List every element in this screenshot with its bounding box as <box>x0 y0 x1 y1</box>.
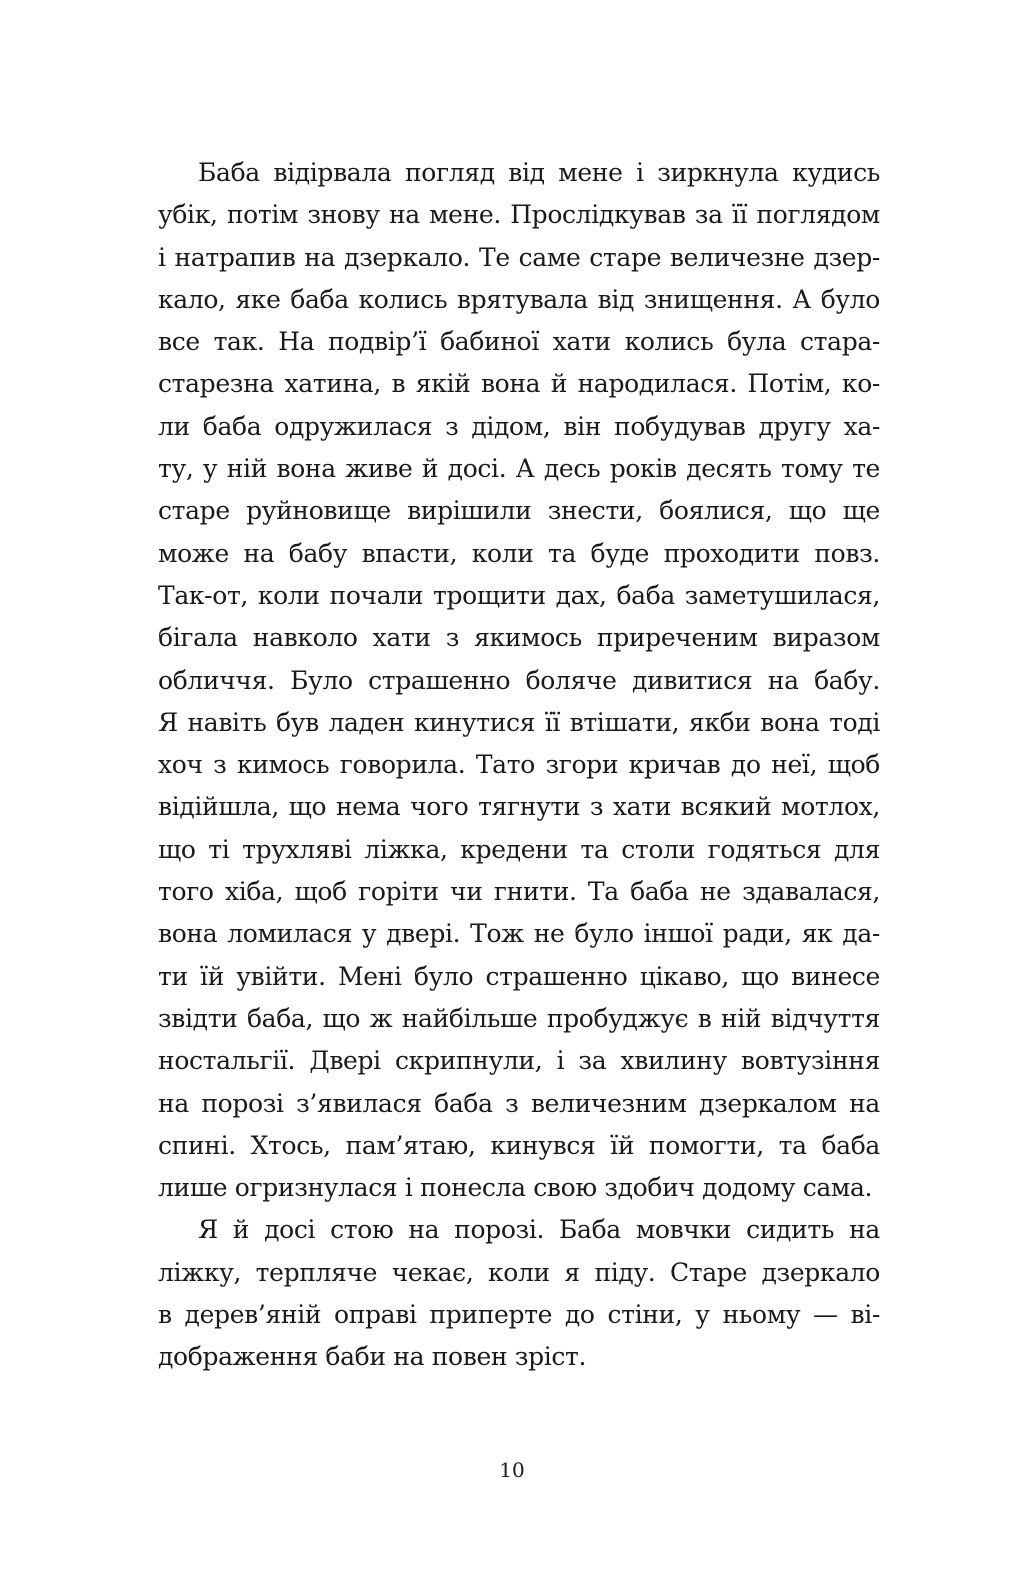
text-line: все так. На подвір’ї бабиної хати колись була стара- <box>158 327 880 357</box>
text-line: відійшла, що нема чого тягнути з хати всякий мотлох, <box>158 792 880 822</box>
text-line: старе руйновище вирішили знести, боялися, що ще <box>158 496 880 526</box>
text-line: що ті трухляві ліжка, кредени та столи годяться для <box>158 834 880 864</box>
paragraph-2 <box>158 1209 880 1378</box>
text-line: ти їй увійти. Мені було страшенно цікаво, що винесе <box>158 961 880 991</box>
text-line: може на бабу впасти, коли та буде проходити повз. <box>158 538 880 568</box>
text-line: Я й досі стою на порозі. Баба мовчки сидить на <box>198 1215 880 1245</box>
text-line: убік, потім знову на мене. Прослідкував за її поглядом <box>158 200 880 230</box>
text-line: вона ломилася у двері. Тож не було іншої ради, як да- <box>158 919 880 949</box>
text-line: кало, яке баба колись врятувала від знищення. А було <box>158 284 880 314</box>
text-line: звідти баба, що ж найбільше пробуджує в ній відчуття <box>158 1003 880 1033</box>
text-line: обличчя. Було страшенно боляче дивитися на бабу. <box>158 665 880 695</box>
text-line: Баба відірвала погляд від мене і зиркнула кудись <box>198 158 880 187</box>
text-line: ту, у ній вона живе й досі. А десь років десять тому те <box>158 454 880 484</box>
text-line: Так-от, коли почали трощити дах, баба заметушилася, <box>158 580 880 610</box>
text-line: Я навіть був ладен кинутися її втішати, якби вона тоді <box>158 707 880 737</box>
text-line: бігала навколо хати з якимось приреченим виразом <box>158 623 880 653</box>
text-line: і натрапив на дзеркало. Те саме старе величезне дзер- <box>158 242 880 272</box>
text-line: лише огризнулася і понесла свою здобич додому сама. <box>158 1173 873 1203</box>
text-line: того хіба, щоб горіти чи гнити. Та баба не здавалася, <box>158 877 880 907</box>
text-line: ли баба одружилася з дідом, він побудував другу ха- <box>158 411 880 441</box>
text-line: на порозі з’явилася баба з величезним дзеркалом на <box>158 1088 880 1118</box>
text-line: в дерев’яній оправі приперте до стіни, у ньому — ві- <box>158 1300 880 1330</box>
page-body <box>158 152 880 1379</box>
text-line: хоч з кимось говорила. Тато згори кричав до неї, щоб <box>158 750 880 780</box>
text-line: ліжку, терпляче чекає, коли я піду. Старе дзеркало <box>158 1257 880 1287</box>
text-line: дображення баби на повен зріст. <box>158 1342 587 1372</box>
paragraph-1 <box>158 152 880 1209</box>
text-line: старезна хатина, в якій вона й народилася. Потім, ко- <box>158 369 880 399</box>
text-line: ностальгії. Двері скрипнули, і за хвилину вовтузіння <box>158 1046 880 1076</box>
text-line: спині. Хтось, пам’ятаю, кинувся їй помогти, та баба <box>158 1130 880 1160</box>
page-number: 10 <box>499 1458 525 1482</box>
